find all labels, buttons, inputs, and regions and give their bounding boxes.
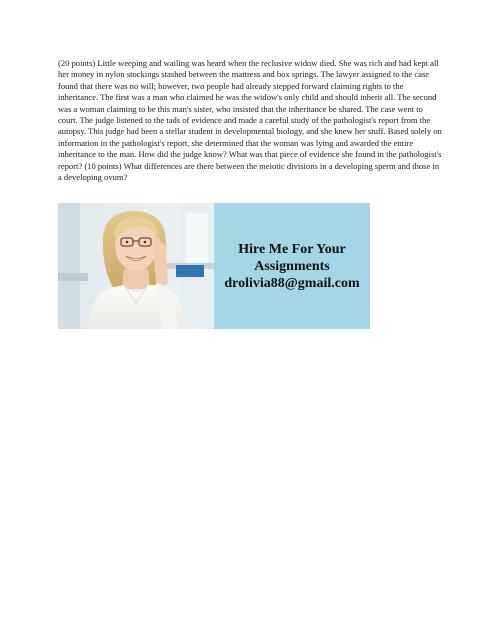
woman-photo (58, 203, 214, 329)
question-paragraph: (20 points) Little weeping and wailing was heard when the reclusive widow died. She was rich and had kept all her money in nylon stockings stashed between the mattress and box springs. The lawyer assigned to the case found that there was no will; however, two people had already stepped forward claiming rights to the inheritance. The first was a man who claimed he was the widow's only child and should inherit all. The second was a woman claiming to be this man's sister, who insisted that the inheritance be shared. The case went to court. The judge listened to the tads of evidence and made a careful study of the pathologist's report from the autopsy. This judge had been a stellar student in developmental biology, and she knew her stuff. Based solely on information in the pathologist's report, she determined that the woman was lying and awarded the entire inheritance to the man. How did the judge know? What was that piece of evidence she found in the pathologist's report? (10 points) What differences are there between the meiotic divisions in a developing sperm and those in a developing ovum? (58, 58, 442, 183)
ad-headline-line2: Assignments (254, 258, 330, 274)
ad-headline-line1: Hire Me For Your (238, 241, 346, 257)
ad-email-link[interactable]: drolivia88@gmail.com (224, 275, 360, 291)
ad-text-block (214, 203, 370, 329)
hire-me-ad-banner[interactable] (58, 203, 370, 329)
